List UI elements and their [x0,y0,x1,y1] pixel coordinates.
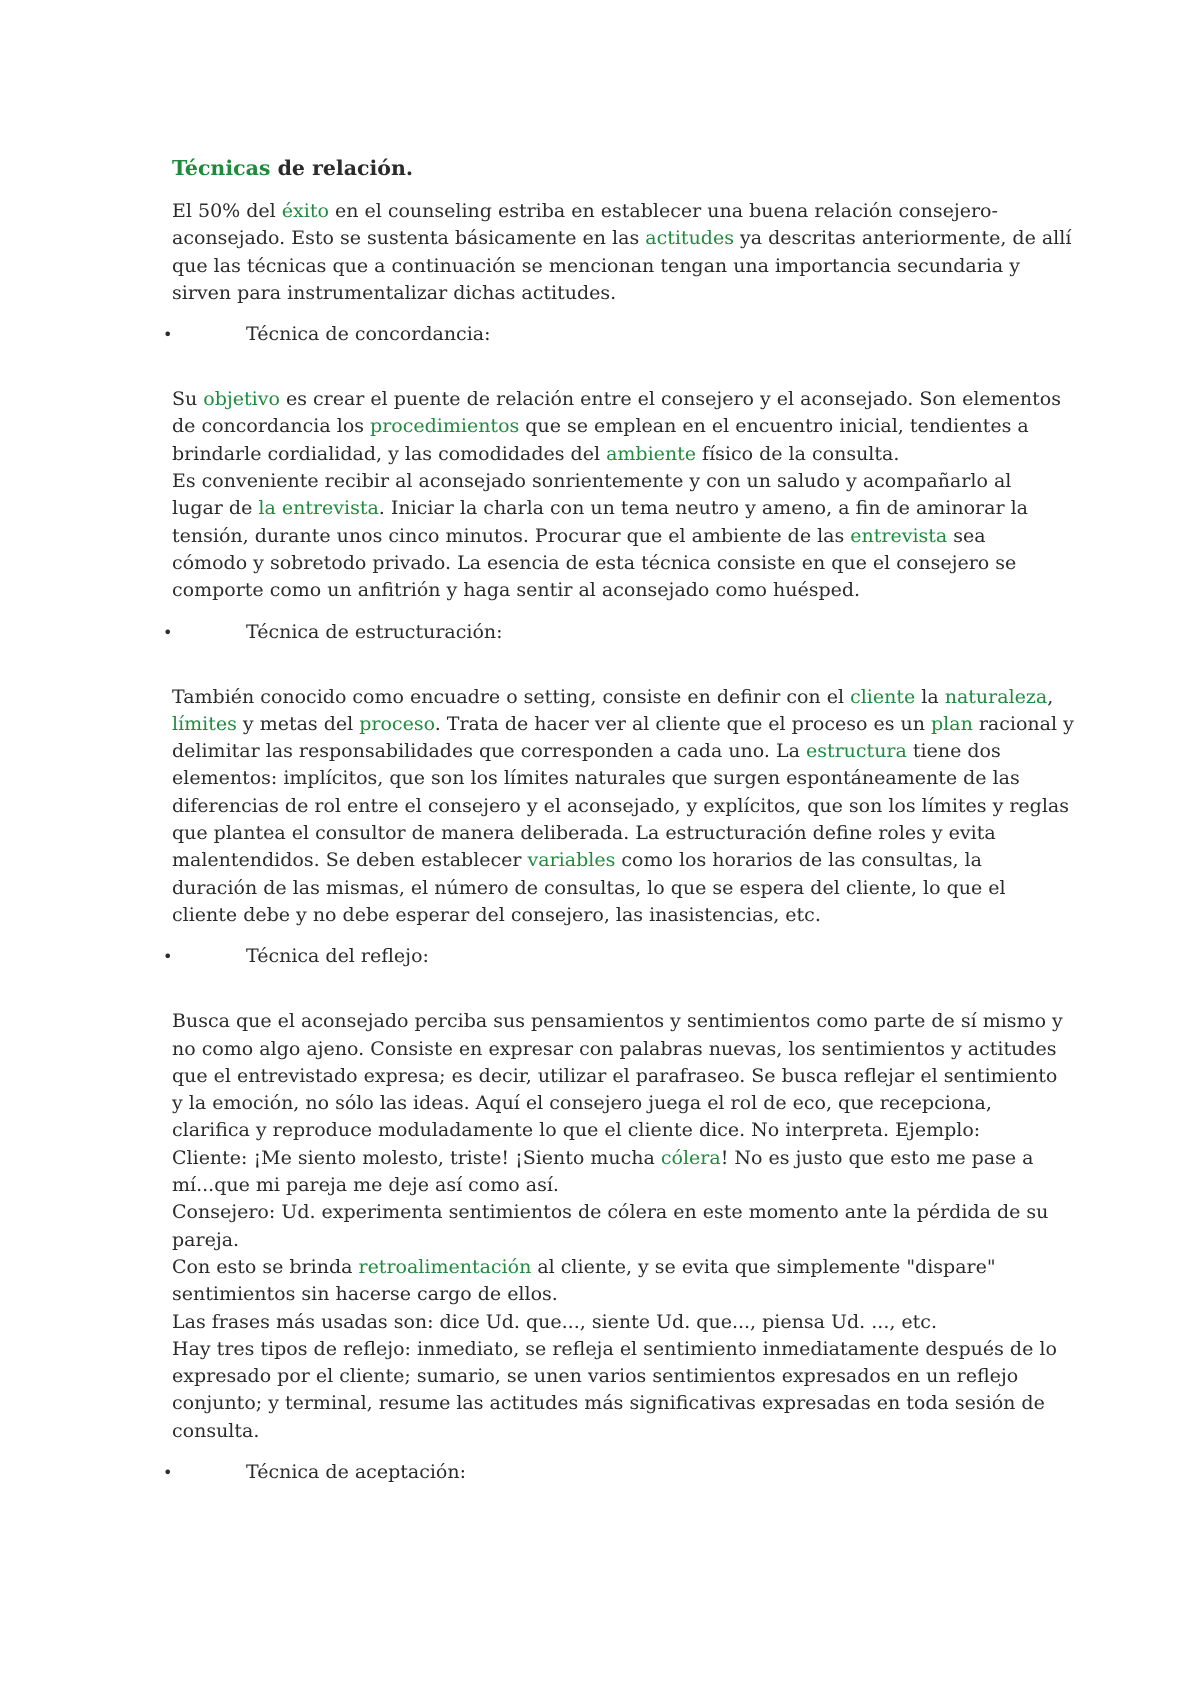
inline-link[interactable]: objetivo [203,388,280,411]
text-line [172,1309,1052,1336]
text-line [172,1145,1052,1172]
text-run: sentimientos sin hacerse cargo de ellos. [172,1283,558,1306]
text-line [172,280,1052,307]
text-run: que se emplean en el encuentro inicial, tendientes a [519,415,1029,438]
bullet-heading-text: Técnica de concordancia: [246,323,491,346]
inline-link[interactable]: la entrevista [258,497,379,520]
sections [163,321,1074,1486]
inline-link[interactable]: límites [172,712,237,735]
text-line [172,523,1052,550]
text-run: Busca que el aconsejado perciba sus pensamientos y sentimientos como parte de sí mismo y [172,1010,1063,1033]
bullet-heading [163,619,1052,646]
inline-link[interactable]: procedimientos [370,415,520,438]
text-run: como los horarios de las consultas, la [615,849,982,872]
text-run: , [1047,685,1054,708]
text-line [172,441,1052,468]
inline-link[interactable]: actitudes [645,227,734,250]
text-run: Hay tres tipos de reflejo: inmediato, se refleja el sentimiento inmediatamente después de lo [172,1337,1057,1360]
text-run: malentendidos. Se deben establecer [172,849,528,872]
text-run: consulta. [172,1419,260,1442]
text-line [172,1418,1052,1445]
bullet-heading [163,943,1052,970]
text-run: elementos: implícitos, que son los límites naturales que surgen espontáneamente de las [172,767,1020,790]
text-run: ! No es justo que esto me pase a [720,1146,1034,1169]
text-line [172,550,1052,577]
text-line [172,738,1052,765]
inline-link[interactable]: entrevista [850,524,948,547]
text-run: tensión, durante unos cinco minutos. Procurar que el ambiente de las [172,524,851,547]
text-line [172,1281,1052,1308]
text-run: diferencias de rol entre el consejero y el aconsejado, y explícitos, que son los límites y reglas [172,794,1069,817]
text-run: físico de la consulta. [696,442,900,465]
text-run: Es conveniente recibir al aconsejado sonrientemente y con un saludo y acompañarlo al [172,470,1012,493]
text-run: de concordancia los [172,415,371,438]
text-run: no como algo ajeno. Consiste en expresar con palabras nuevas, los sentimientos y actitudes [172,1037,1057,1060]
inline-link[interactable]: retroalimentación [358,1255,532,1278]
text-line [172,847,1052,874]
document-page [163,152,1074,1524]
text-line [172,1008,1063,1035]
section-paragraph [172,386,1061,604]
text-run: Con esto se brinda [172,1255,359,1278]
inline-link[interactable]: naturaleza [944,685,1048,708]
text-line [172,1036,1057,1063]
text-line [172,413,1052,440]
text-run: . Iniciar la charla con un tema neutro y ameno, a fin de aminorar la [378,497,1028,520]
title-link[interactable]: Técnicas [172,156,271,180]
text-run: Las frases más usadas son: dice Ud. que..., siente Ud. que..., piensa Ud. ..., etc. [172,1310,937,1333]
text-line [172,684,1052,711]
text-run: cómodo y sobretodo privado. La esencia de esta técnica consiste en que el consejero se [172,551,1017,574]
text-run: duración de las mismas, el número de consultas, lo que se espera del cliente, lo que el [172,876,1006,899]
inline-link[interactable]: ambiente [606,442,697,465]
text-run: la [915,685,945,708]
bullet-icon: • [163,947,173,967]
text-run: pareja. [172,1228,240,1251]
text-run: al cliente, y se evita que simplemente "dispare" [531,1255,996,1278]
text-line [172,386,1061,413]
text-run: racional y [972,712,1074,735]
bullet-icon: • [163,1462,173,1482]
text-run: mí...que mi pareja me deje así como así. [172,1174,559,1197]
text-line [172,198,1052,225]
bullet-heading [163,321,1052,348]
text-line [172,711,1074,738]
text-line [172,1254,1052,1281]
inline-link[interactable]: estructura [805,740,907,763]
text-run: Consejero: Ud. experimenta sentimientos de cólera en este momento ante la pérdida de su [172,1201,1049,1224]
bullet-heading-text: Técnica del reflejo: [246,945,429,968]
inline-link[interactable]: variables [527,849,616,872]
text-run: tiene dos [906,740,1001,763]
title-rest: de relación. [270,156,413,180]
text-run: sea [947,524,986,547]
text-run: expresado por el cliente; sumario, se unen varios sentimientos expresados en un reflejo [172,1365,1019,1388]
intro-paragraph [172,198,1072,307]
inline-link[interactable]: éxito [281,200,329,222]
text-run: que plantea el consultor de manera deliberada. La estructuración define roles y evita [172,822,996,845]
text-line [172,1227,1052,1254]
text-run: delimitar las responsabilidades que corresponden a cada uno. La [172,740,806,763]
text-line [172,253,1052,280]
text-line [172,1063,1058,1090]
text-line [172,1172,1052,1199]
text-line [172,1117,1052,1144]
text-run: que el entrevistado expresa; es decir, utilizar el parafraseo. Se busca reflejar el sentimiento [172,1064,1058,1087]
text-run: . Trata de hacer ver al cliente que el proceso es un [434,712,931,735]
section-paragraph [172,1008,1063,1445]
text-run: ya descritas anteriormente, de allí [733,227,1072,250]
text-line [172,875,1052,902]
text-run: cliente debe y no debe esperar del consejero, las inasistencias, etc. [172,903,821,926]
inline-link[interactable]: proceso [359,712,435,735]
text-line [172,1090,1052,1117]
text-run: comporte como un anfitrión y haga sentir al aconsejado como huésped. [172,579,861,602]
text-run: es crear el puente de relación entre el consejero y el aconsejado. Son elementos [279,388,1061,411]
text-line [172,1363,1052,1390]
bullet-heading-text: Técnica de aceptación: [246,1460,466,1483]
text-line [172,1336,1057,1363]
text-run: brindarle cordialidad, y las comodidades del [172,442,607,465]
text-run: sirven para instrumentalizar dichas actitudes. [172,281,617,304]
text-line [172,820,1052,847]
bullet-heading [163,1459,1052,1486]
text-run: conjunto; y terminal, resume las actitudes más significativas expresadas en toda sesión de [172,1392,1045,1415]
text-run: en el counseling estriba en establecer una buena relación consejero- [328,200,998,222]
text-run: que las técnicas que a continuación se mencionan tengan una importancia secundaria y [172,254,1020,277]
page-title [172,152,1052,184]
text-run: aconsejado. Esto se sustenta básicamente en las [172,227,646,250]
text-line [172,793,1069,820]
text-line [172,225,1072,252]
text-run: Su [172,388,204,411]
text-line [172,902,1052,929]
inline-link[interactable]: cólera [660,1146,721,1169]
text-run: El 50% del [172,200,282,222]
section-paragraph [172,684,1074,930]
bullet-icon: • [163,622,173,642]
text-run: Cliente: ¡Me siento molesto, triste! ¡Siento mucha [172,1146,661,1169]
text-line [172,468,1052,495]
text-line [172,1199,1052,1226]
bullet-heading-text: Técnica de estructuración: [246,620,503,643]
text-line [172,765,1052,792]
text-run: También conocido como encuadre o setting, consiste en definir con el [172,685,851,708]
bullet-icon: • [163,325,173,345]
text-line [172,577,1052,604]
text-run: lugar de [172,497,259,520]
text-line [172,495,1052,522]
inline-link[interactable]: plan [931,712,973,735]
text-line [172,1390,1052,1417]
inline-link[interactable]: cliente [850,685,916,708]
text-run: y metas del [236,712,360,735]
text-run: y la emoción, no sólo las ideas. Aquí el consejero juega el rol de eco, que recepciona, [172,1092,992,1115]
text-run: clarifica y reproduce moduladamente lo que el cliente dice. No interpreta. Ejemplo: [172,1119,981,1142]
